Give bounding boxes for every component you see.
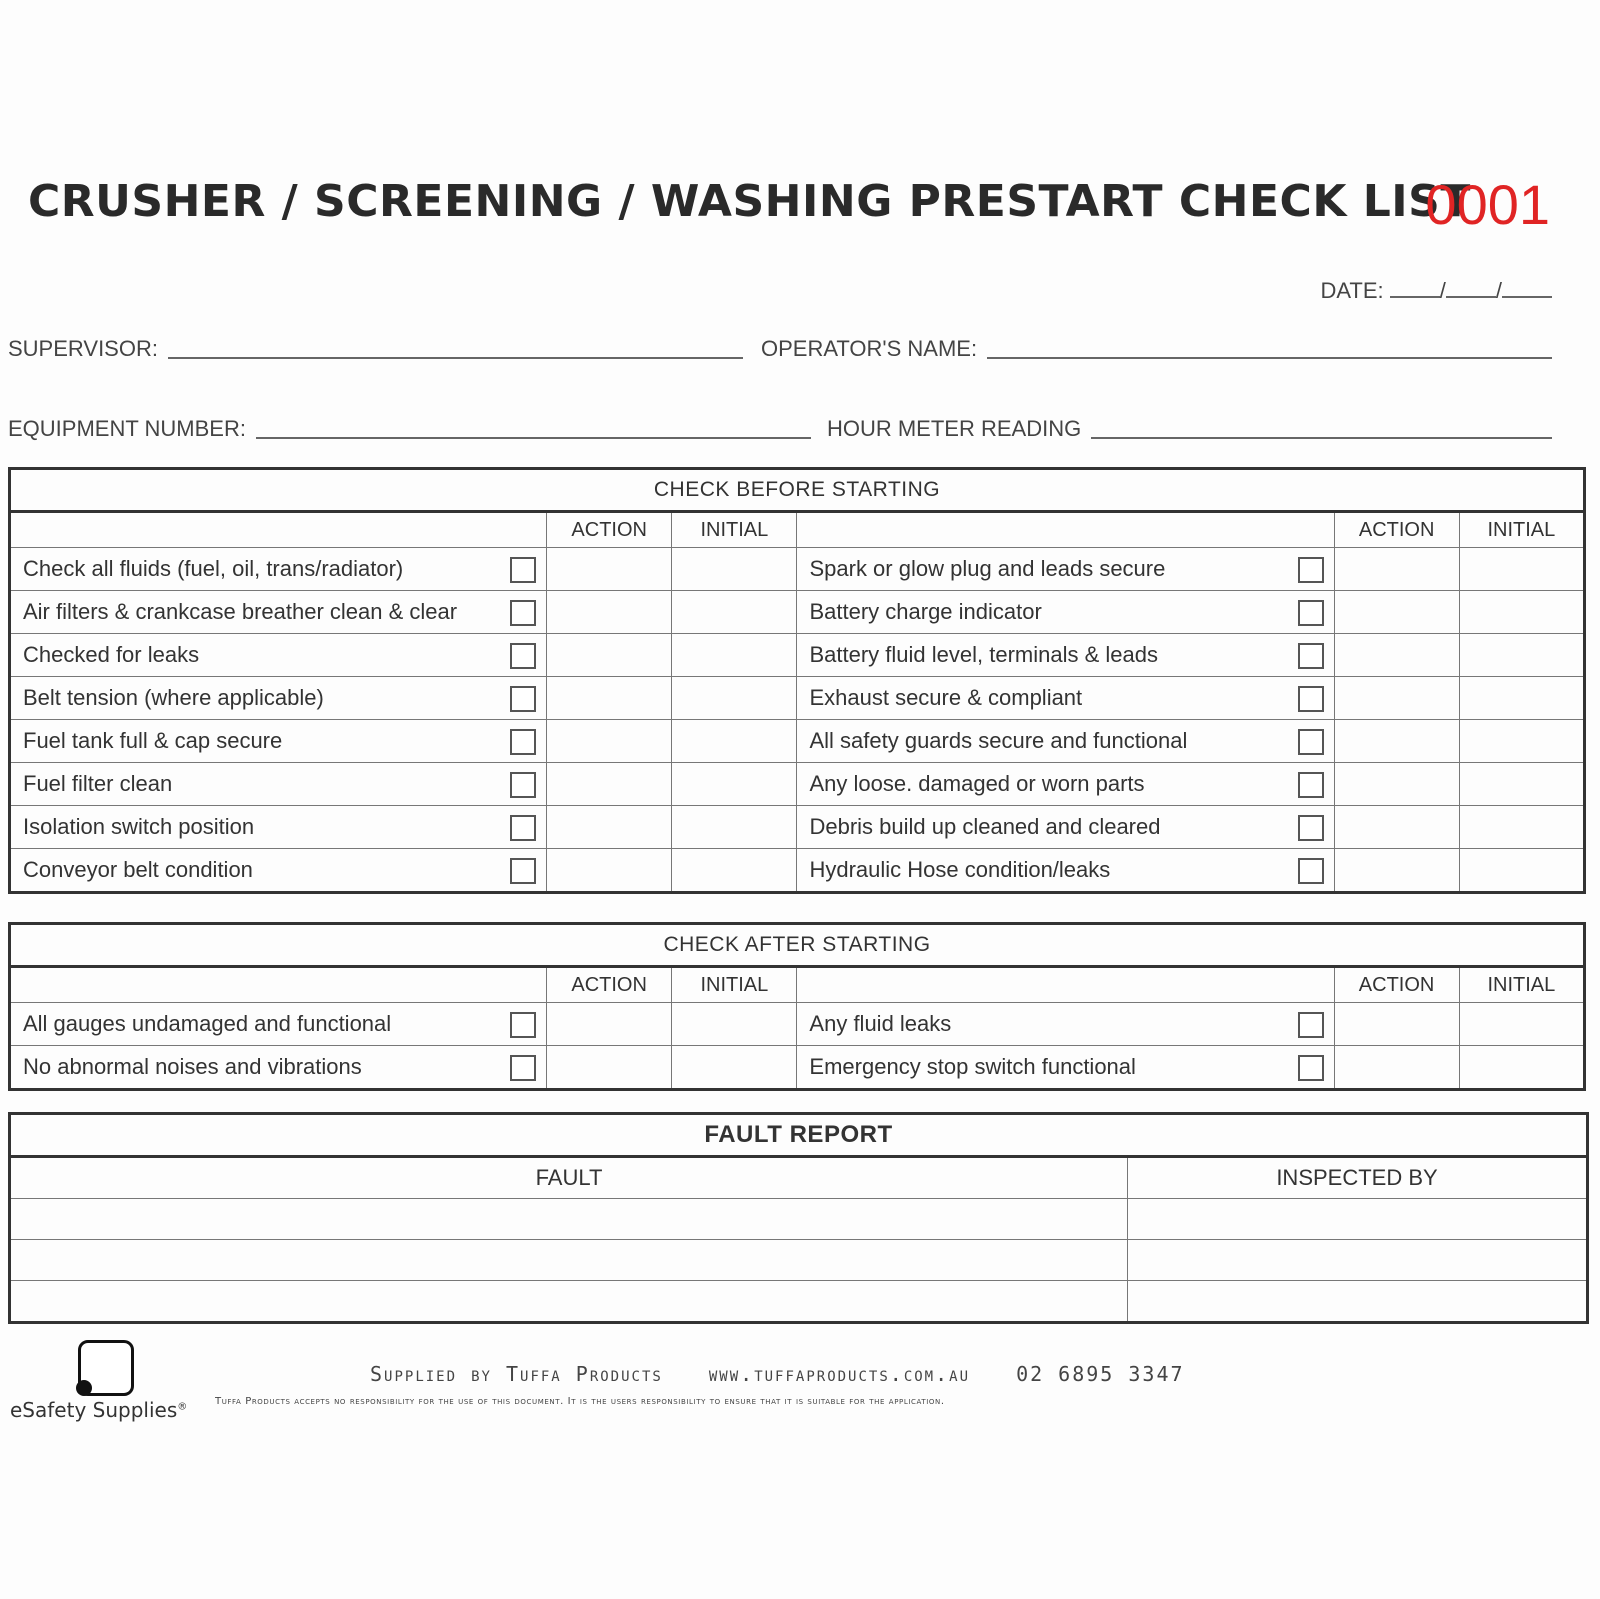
hour-meter-label: HOUR METER READING — [826, 416, 1082, 441]
checklist-row — [10, 1003, 1585, 1046]
operator-label: OPERATOR'S NAME: — [760, 336, 978, 361]
inspected-by-cell[interactable] — [1128, 1199, 1588, 1240]
serial-number: 0001 — [1425, 173, 1550, 236]
checklist-item-label: Conveyor belt condition — [10, 849, 501, 893]
checkbox-cell — [500, 634, 546, 677]
initial-cell[interactable] — [1459, 849, 1584, 893]
action-cell[interactable] — [547, 763, 672, 806]
checklist-item-label: Checked for leaks — [10, 634, 501, 677]
supplied-by: Supplied by Tuffa Products — [370, 1362, 663, 1386]
checkbox-cell — [1288, 677, 1334, 720]
initial-cell[interactable] — [1459, 548, 1584, 591]
checkbox-cell — [1288, 1046, 1334, 1090]
initial-cell[interactable] — [672, 763, 797, 806]
checkbox-cell — [1288, 548, 1334, 591]
checkbox[interactable] — [510, 729, 536, 755]
checklist-item-label: Check all fluids (fuel, oil, trans/radiator) — [10, 548, 501, 591]
action-cell[interactable] — [547, 1046, 672, 1090]
checklist-item-label: Emergency stop switch functional — [797, 1046, 1288, 1090]
supervisor-operator-row — [8, 336, 1552, 362]
checklist-item-label: Battery fluid level, terminals & leads — [797, 634, 1288, 677]
hour-meter-field[interactable] — [1091, 437, 1552, 439]
action-header: ACTION — [1334, 512, 1459, 548]
action-cell[interactable] — [547, 591, 672, 634]
checklist-row — [10, 548, 1585, 591]
checklist-row — [10, 849, 1585, 893]
checkbox[interactable] — [1298, 643, 1324, 669]
check-after-title: CHECK AFTER STARTING — [10, 924, 1585, 967]
checklist-item-label: All gauges undamaged and functional — [10, 1003, 501, 1046]
action-cell[interactable] — [1334, 720, 1459, 763]
checklist-item-label: Fuel tank full & cap secure — [10, 720, 501, 763]
blank-header — [10, 967, 547, 1003]
checkbox[interactable] — [510, 643, 536, 669]
check-before-table — [8, 467, 1586, 894]
checklist-item-label: Spark or glow plug and leads secure — [797, 548, 1288, 591]
checkbox[interactable] — [1298, 858, 1324, 884]
checkbox[interactable] — [510, 858, 536, 884]
action-cell[interactable] — [1334, 763, 1459, 806]
action-cell[interactable] — [547, 677, 672, 720]
date-field — [1320, 278, 1552, 304]
date-day-blank[interactable] — [1390, 278, 1440, 298]
checkbox[interactable] — [1298, 1012, 1324, 1038]
checkbox-cell — [1288, 720, 1334, 763]
checkbox-cell — [1288, 806, 1334, 849]
brand-name: eSafety Supplies — [10, 1398, 178, 1422]
checklist-item-label: Isolation switch position — [10, 806, 501, 849]
checkbox[interactable] — [510, 1012, 536, 1038]
fault-report-table — [8, 1112, 1589, 1324]
fault-cell[interactable] — [10, 1199, 1128, 1240]
action-cell[interactable] — [1334, 1046, 1459, 1090]
checkbox-cell — [500, 849, 546, 893]
action-cell[interactable] — [547, 806, 672, 849]
checkbox-cell — [500, 763, 546, 806]
operator-field[interactable] — [987, 357, 1552, 359]
checkbox[interactable] — [1298, 1055, 1324, 1081]
initial-cell[interactable] — [1459, 634, 1584, 677]
checklist-row — [10, 720, 1585, 763]
checklist-row — [10, 1046, 1585, 1090]
action-cell[interactable] — [1334, 677, 1459, 720]
initial-cell[interactable] — [672, 548, 797, 591]
checkbox[interactable] — [510, 1055, 536, 1081]
checklist-item-label: Battery charge indicator — [797, 591, 1288, 634]
initial-cell[interactable] — [1459, 1003, 1584, 1046]
initial-header: INITIAL — [1459, 967, 1584, 1003]
date-year-blank[interactable] — [1502, 278, 1552, 298]
check-after-table — [8, 922, 1586, 1091]
initial-cell[interactable] — [1459, 591, 1584, 634]
checkbox-cell — [500, 591, 546, 634]
action-cell[interactable] — [547, 849, 672, 893]
action-header: ACTION — [1334, 967, 1459, 1003]
checkbox-cell — [1288, 591, 1334, 634]
checklist-row — [10, 763, 1585, 806]
date-label: DATE: — [1320, 278, 1384, 303]
action-header: ACTION — [547, 512, 672, 548]
checkbox-cell — [1288, 849, 1334, 893]
initial-cell[interactable] — [672, 806, 797, 849]
checkbox[interactable] — [1298, 729, 1324, 755]
action-cell[interactable] — [1334, 634, 1459, 677]
supervisor-label: SUPERVISOR: — [8, 336, 158, 361]
phone: 02 6895 3347 — [1016, 1362, 1185, 1386]
checkbox[interactable] — [510, 772, 536, 798]
equipment-label: EQUIPMENT NUMBER: — [8, 416, 246, 441]
initial-cell[interactable] — [672, 720, 797, 763]
initial-cell[interactable] — [1459, 763, 1584, 806]
checkbox-cell — [500, 677, 546, 720]
action-cell[interactable] — [1334, 548, 1459, 591]
checklist-item-label: Belt tension (where applicable) — [10, 677, 501, 720]
checkbox[interactable] — [510, 600, 536, 626]
checkbox[interactable] — [1298, 686, 1324, 712]
initial-cell[interactable] — [1459, 677, 1584, 720]
equipment-hour-row — [8, 416, 1552, 442]
blank-header — [797, 967, 1334, 1003]
initial-cell[interactable] — [1459, 1046, 1584, 1090]
action-cell[interactable] — [547, 720, 672, 763]
checkbox-cell — [500, 1046, 546, 1090]
checklist-row — [10, 634, 1585, 677]
equipment-field[interactable] — [256, 437, 811, 439]
checkbox-cell — [1288, 1003, 1334, 1046]
checklist-item-label: Air filters & crankcase breather clean & clear — [10, 591, 501, 634]
action-cell[interactable] — [547, 634, 672, 677]
inspected-by-cell[interactable] — [1128, 1281, 1588, 1323]
checklist-row — [10, 806, 1585, 849]
checkbox-cell — [500, 806, 546, 849]
logo-text — [10, 1398, 187, 1422]
checkbox[interactable] — [1298, 557, 1324, 583]
checkbox-cell — [1288, 634, 1334, 677]
action-cell[interactable] — [547, 1003, 672, 1046]
checklist-item-label: Hydraulic Hose condition/leaks — [797, 849, 1288, 893]
checkbox[interactable] — [510, 686, 536, 712]
inspected-by-column-header: INSPECTED BY — [1128, 1157, 1588, 1199]
website: www.tuffaproducts.com.au — [708, 1362, 971, 1386]
initial-header: INITIAL — [672, 967, 797, 1003]
checkbox[interactable] — [510, 557, 536, 583]
fault-cell[interactable] — [10, 1281, 1128, 1323]
checkbox[interactable] — [1298, 600, 1324, 626]
initial-cell[interactable] — [672, 849, 797, 893]
date-separator: / — [1439, 278, 1446, 303]
action-cell[interactable] — [1334, 806, 1459, 849]
checklist-item-label: Any loose. damaged or worn parts — [797, 763, 1288, 806]
initial-cell[interactable] — [672, 677, 797, 720]
initial-cell[interactable] — [672, 1003, 797, 1046]
fault-cell[interactable] — [10, 1240, 1128, 1281]
registered-mark: ® — [177, 1401, 188, 1413]
checkbox-cell — [500, 720, 546, 763]
action-cell[interactable] — [1334, 849, 1459, 893]
fault-report-title: FAULT REPORT — [10, 1114, 1588, 1157]
checklist-item-label: Any fluid leaks — [797, 1003, 1288, 1046]
date-separator: / — [1495, 278, 1502, 303]
page-title: CRUSHER / SCREENING / WASHING PRESTART CHECK LIST — [28, 176, 1471, 227]
checkbox-cell — [500, 1003, 546, 1046]
checkbox-cell — [500, 548, 546, 591]
checkbox[interactable] — [510, 815, 536, 841]
checkbox-cell — [1288, 763, 1334, 806]
initial-cell[interactable] — [672, 1046, 797, 1090]
initial-cell[interactable] — [672, 634, 797, 677]
check-before-title: CHECK BEFORE STARTING — [10, 469, 1585, 512]
fault-column-header: FAULT — [10, 1157, 1128, 1199]
checklist-item-label: Fuel filter clean — [10, 763, 501, 806]
action-cell[interactable] — [547, 548, 672, 591]
checkbox[interactable] — [1298, 815, 1324, 841]
checkbox[interactable] — [1298, 772, 1324, 798]
supplier-line — [370, 1362, 1217, 1386]
blank-header — [10, 512, 547, 548]
inspected-by-cell[interactable] — [1128, 1240, 1588, 1281]
initial-cell[interactable] — [1459, 806, 1584, 849]
logo-dot-icon — [76, 1380, 92, 1396]
checklist-row — [10, 677, 1585, 720]
checklist-item-label: Debris build up cleaned and cleared — [797, 806, 1288, 849]
checklist-row — [10, 591, 1585, 634]
supervisor-field[interactable] — [168, 357, 743, 359]
action-header: ACTION — [547, 967, 672, 1003]
action-cell[interactable] — [1334, 591, 1459, 634]
checklist-item-label: No abnormal noises and vibrations — [10, 1046, 501, 1090]
blank-header — [797, 512, 1334, 548]
checklist-item-label: All safety guards secure and functional — [797, 720, 1288, 763]
disclaimer: Tuffa Products accepts no responsibility for the use of this document. It is the users responsibility to ensure that it is suitable for the application. — [215, 1396, 945, 1407]
initial-cell[interactable] — [672, 591, 797, 634]
checklist-item-label: Exhaust secure & compliant — [797, 677, 1288, 720]
action-cell[interactable] — [1334, 1003, 1459, 1046]
initial-header: INITIAL — [1459, 512, 1584, 548]
date-month-blank[interactable] — [1446, 278, 1496, 298]
initial-cell[interactable] — [1459, 720, 1584, 763]
initial-header: INITIAL — [672, 512, 797, 548]
